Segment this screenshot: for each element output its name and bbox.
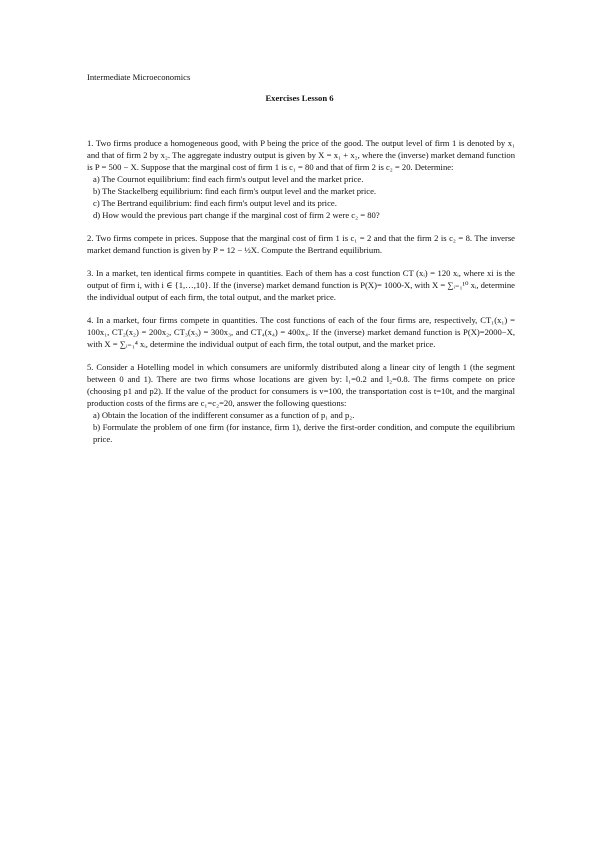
course-name: Intermediate Microeconomics bbox=[87, 72, 191, 82]
exercise-parts bbox=[87, 409, 515, 445]
exercise-statement: 3. In a market, ten identical firms compete in quantities. Each of them has a cost function CT (xᵢ) = 120 xᵢ, where xi is the output of firm i, with i ∈ {1,…,10}. If the (inverse) market demand function is P(X)= 1000-X, with X = ∑ᵢ₌₁¹⁰ xᵢ, determine the individual output of each firm, the total output, and the market price. bbox=[87, 268, 515, 302]
exercise-statement: 5. Consider a Hotelling model in which consumers are uniformly distributed along a linear city of length 1 (the segment between 0 and 1). There are two firms whose locations are given by: l₁=0.2 and l₂=0.8. The firms compete on price (choosing p1 and p2). If the value of the product for consumers is v=100, the transportation cost is t=10t, and the marginal production costs of the firms are c₁=c₂=20, answer the following questions: bbox=[87, 362, 515, 408]
exercise-part: d) How would the previous part change if the marginal cost of firm 2 were c₂ = 80? bbox=[93, 210, 380, 220]
exercise-parts bbox=[87, 173, 515, 221]
exercise-2 bbox=[87, 232, 515, 256]
exercise-3 bbox=[87, 267, 515, 303]
exercise-4 bbox=[87, 314, 515, 350]
exercise-part: b) The Stackelberg equilibrium: find each firm's output level and the market price. bbox=[93, 186, 377, 196]
exercise-list bbox=[87, 137, 515, 456]
exercise-part: c) The Bertrand equilibrium: find each firm's output level and its price. bbox=[93, 198, 337, 208]
exercise-part: a) The Cournot equilibrium: find each firm's output level and the market price. bbox=[93, 174, 364, 184]
exercise-part: a) Obtain the location of the indifferent consumer as a function of p₁ and p₂. bbox=[93, 410, 355, 420]
exercise-1 bbox=[87, 137, 515, 221]
exercise-statement: 4. In a market, four firms compete in quantities. The cost functions of each of the four firms are, respectively, CT₁(x₁) = 100x₁, CT₂(x₂) = 200x₂, CT₃(x₃) = 300x₃, and CT₄(x₄) = 400x₄. If the (inverse) market demand function is P(X)=2000−X, with X = ∑ᵢ₌₁⁴ xᵢ, determine the individual output of each firm, the total output, and the market price. bbox=[87, 315, 515, 349]
exercise-5 bbox=[87, 361, 515, 445]
exercise-statement: 2. Two firms compete in prices. Suppose that the marginal cost of firm 1 is c₁ = 2 and that the firm 2 is c₂ = 8. The inverse market demand function is given by P = 12 − ½X. Compute the Bertrand equilibrium. bbox=[87, 233, 515, 255]
exercise-part: b) Formulate the problem of one firm (for instance, firm 1), derive the first-order condition, and compute the equilibrium price. bbox=[93, 422, 515, 444]
exercise-statement: 1. Two firms produce a homogeneous good, with P being the price of the good. The output level of firm 1 is denoted by x₁ and that of firm 2 by x₂. The aggregate industry output is given by X = x₁ + x₂, where the (inverse) market demand function is P = 500 − X. Suppose that the marginal cost of firm 1 is c₁ = 80 and that of firm 2 is c₂ = 20. Determine: bbox=[87, 138, 515, 172]
page-title: Exercises Lesson 6 bbox=[265, 93, 334, 103]
